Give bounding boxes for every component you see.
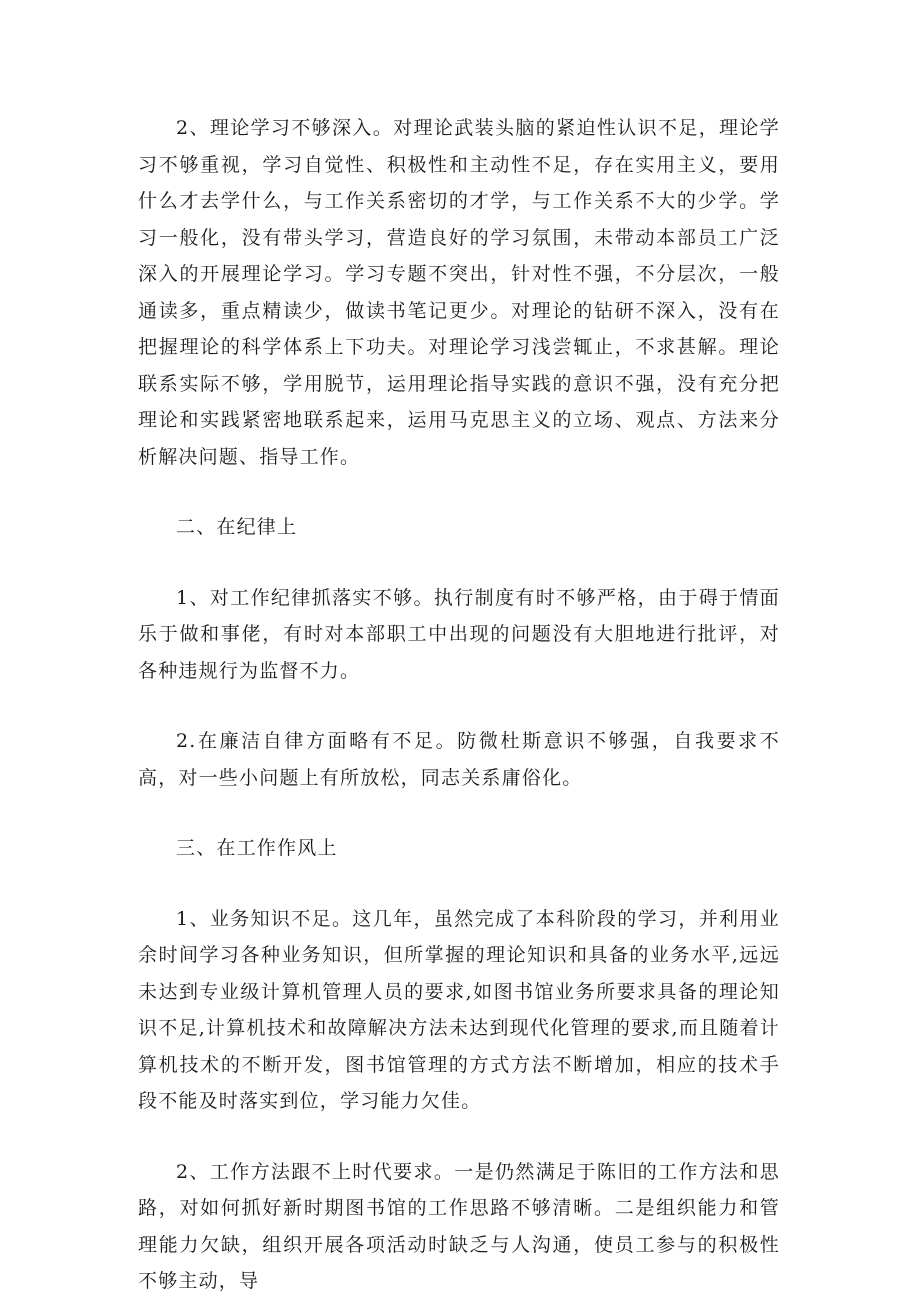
paragraph-business-knowledge: 1、业务知识不足。这几年，虽然完成了本科阶段的学习，并利用业余时间学习各种业务知识，但所掌握的理论知识和具备的业务水平,远远未达到专业级计算机管理人员的要求,如图书馆业务所要求具备的理论知识不足,计算机技术和故障解决方法未达到现代化管理的要求,而且随着计算机技术的不断开发，图书馆管理的方式方法不断增加，相应的技术手段不能及时落实到位，学习能力欠佳。	[138, 907, 780, 1112]
section-heading-work-style: 三、在工作作风上	[176, 837, 338, 859]
paragraph-work-methods: 2、工作方法跟不上时代要求。一是仍然满足于陈旧的工作方法和思路，对如何抓好新时期图书馆的工作思路不够清晰。二是组织能力和管理能力欠缺，组织开展各项活动时缺乏与人沟通，使员工参与的积极性不够主动，导	[138, 1160, 780, 1292]
section-heading-discipline: 二、在纪律上	[176, 516, 298, 538]
paragraph-work-discipline: 1、对工作纪律抓落实不够。执行制度有时不够严格，由于碍于情面乐于做和事佬，有时对本部职工中出现的问题没有大胆地进行批评，对各种违规行为监督不力。	[138, 586, 780, 682]
paragraph-integrity: 2.在廉洁自律方面略有不足。防微杜斯意识不够强，自我要求不高，对一些小问题上有所放松，同志关系庸俗化。	[138, 730, 780, 789]
paragraph-theory-study: 2、理论学习不够深入。对理论武装头脑的紧迫性认识不足，理论学习不够重视，学习自觉性、积极性和主动性不足，存在实用主义，要用什么才去学什么，与工作关系密切的才学，与工作关系不大的少学。学习一般化，没有带头学习，营造良好的学习氛围，未带动本部员工广泛深入的开展理论学习。学习专题不突出，针对性不强，不分层次，一般通读多，重点精读少，做读书笔记更少。对理论的钻研不深入，没有在把握理论的科学体系上下功夫。对理论学习浅尝辄止，不求甚解。理论联系实际不够，学用脱节，运用理论指导实践的意识不强，没有充分把理论和实践紧密地联系起来，运用马克思主义的立场、观点、方法来分析解决问题、指导工作。	[138, 117, 780, 468]
